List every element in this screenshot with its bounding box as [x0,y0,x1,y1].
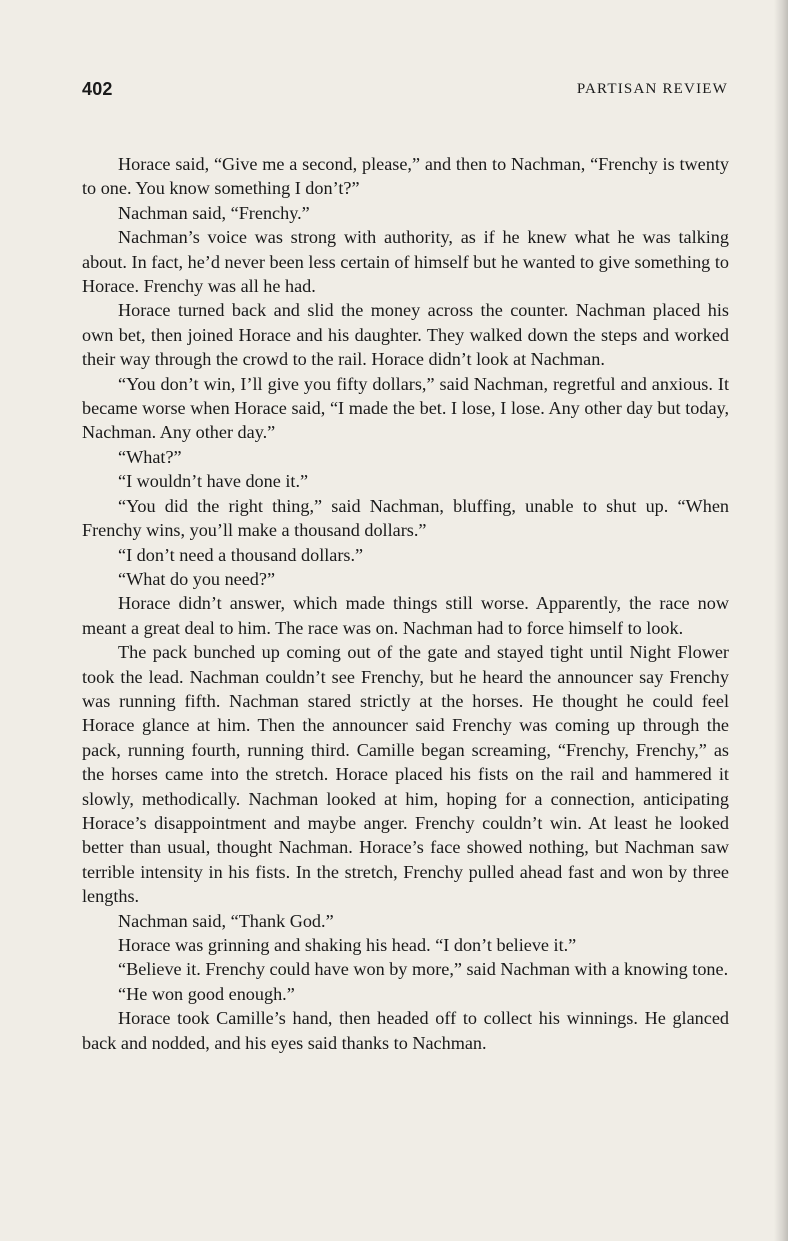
paragraph: “Believe it. Frenchy could have won by more,” said Nachman with a knowing tone. [118,959,729,980]
paragraph: Nachman said, “Thank God.” [118,910,334,931]
paragraph: “You don’t win, I’ll give you fifty dollars,” said Nachman, regretful and anxious. It became worse when Horace said, “I made the bet. I lose, I lose. Any other day but today, Nachman. Any other day.” [82,373,729,443]
paragraph: Horace didn’t answer, which made things still worse. Apparently, the race now meant a great deal to him. The race was on. Nachman had to force himself to look. [82,593,729,638]
paragraph: Nachman’s voice was strong with authority, as if he knew what he was talking about. In fact, he’d never been less certain of himself but he wanted to give something to Horace. Frenchy was all he had. [82,227,729,297]
paragraph: The pack bunched up coming out of the gate and stayed tight until Night Flower took the lead. Nachman couldn’t see Frenchy, but he heard the announcer say Frenchy was running fifth. Nachman stared strictly at the horses. He thought he could feel Horace glance at him. Then the announcer said Frenchy was coming up through the pack, running fourth, running third. Camille began screaming, “Frenchy, Frenchy,” as the horses came into the stretch. Horace placed his fists on the rail and hammered it slowly, methodically. Nachman looked at him, hoping for a connection, anticipating Horace’s disappointment and maybe anger. Frenchy couldn’t win. At least he looked better than usual, thought Nachman. Horace’s face showed nothing, but Nachman saw terrible intensity in his fists. In the stretch, Frenchy pulled ahead fast and won by three lengths. [82,642,729,907]
paragraph: Horace took Camille’s hand, then headed off to collect his winnings. He glanced back and nodded, and his eyes said thanks to Nachman. [82,1008,729,1053]
paragraph: Horace said, “Give me a second, please,” and then to Nachman, “Frenchy is twenty to one. You know something I don’t?” [82,154,729,199]
paragraph: Horace turned back and slid the money across the counter. Nachman placed his own bet, then joined Horace and his daughter. They walked down the steps and worked their way through the crowd to the rail. Horace didn’t look at Nachman. [82,300,729,370]
paragraph: Nachman said, “Frenchy.” [118,202,310,223]
paragraph: Horace was grinning and shaking his head. “I don’t believe it.” [118,935,577,955]
body-text [82,152,729,1055]
page-number: 402 [82,79,113,99]
paragraph: “What do you need?” [118,568,276,589]
running-head: PARTISAN REVIEW [576,81,728,97]
paragraph: “What?” [118,446,182,467]
paragraph: “I don’t need a thousand dollars.” [118,544,364,565]
page-edge-shadow [774,0,788,1241]
paragraph: “You did the right thing,” said Nachman, bluffing, unable to shut up. “When Frenchy wins, you’ll make a thousand dollars.” [82,495,729,541]
paragraph: “I wouldn’t have done it.” [118,471,309,492]
paragraph: “He won good enough.” [118,983,295,1004]
